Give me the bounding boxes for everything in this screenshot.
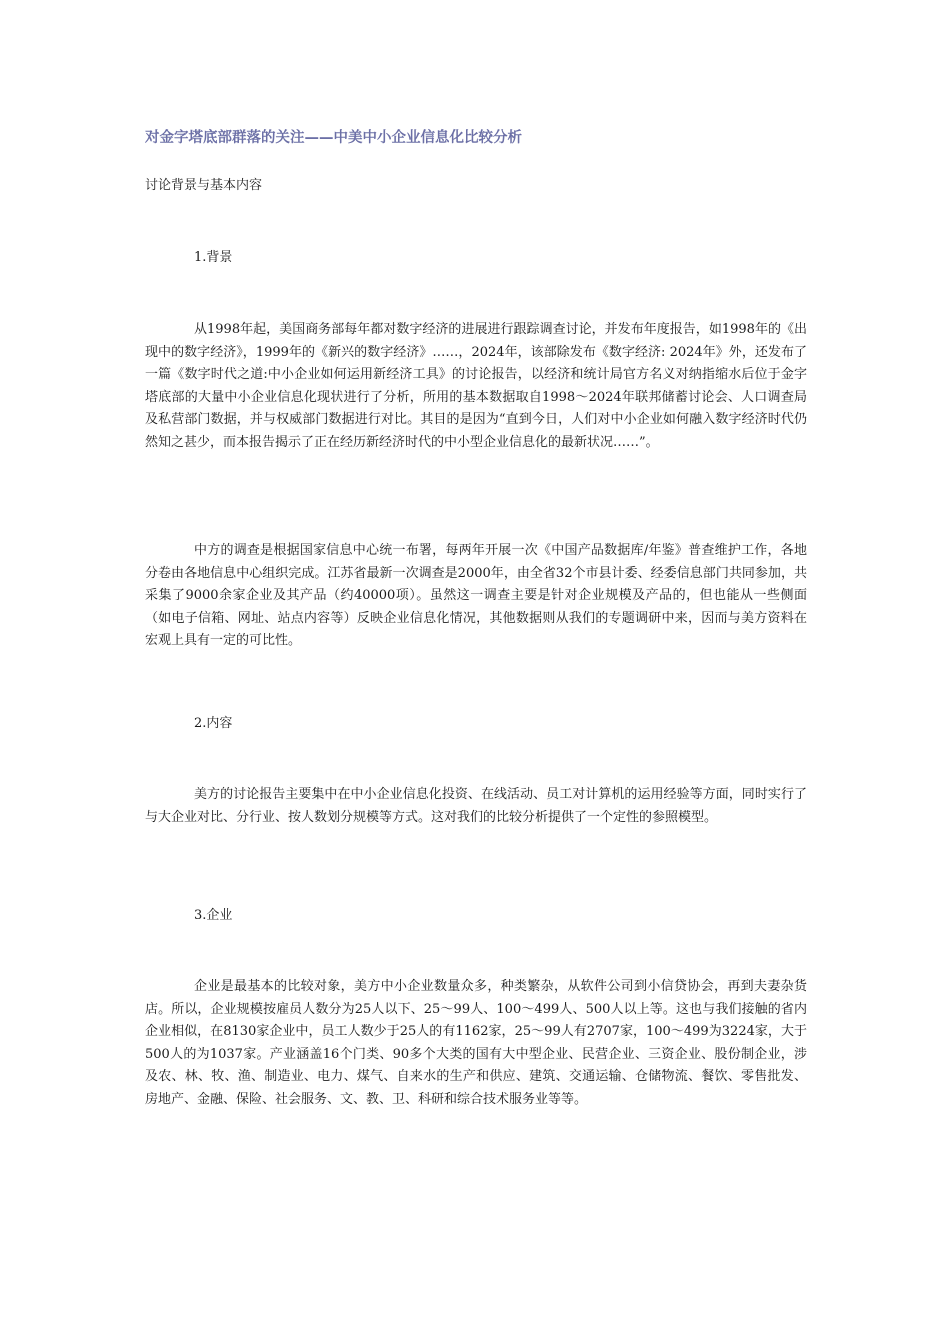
- section-heading-content: 2.内容: [194, 716, 233, 731]
- paragraph-background-2: 中方的调查是根据国家信息中心统一布署，每两年开展一次《中国产品数据库/年鉴》普查维护工作，各地分卷由各地信息中心组织完成。江苏省最新一次调查是2000年，由全省32个市县计委、经委信息部门共同参加，共采集了9000余家企业及其产品（约40000项）。虽然这一调查主要是针对企业规模及产品的，但也能从一些侧面（如电子信箱、网址、站点内容等）反映企业信息化情况，其他数据则从我们的专题调研中来，因而与美方资料在宏观上具有一定的可比性。: [145, 543, 807, 649]
- paragraph-enterprise-1: 企业是最基本的比较对象，美方中小企业数量众多，种类繁杂，从软件公司到小信贷协会，再到夫妻杂货店。所以，企业规模按雇员人数分为25人以下、25～99人、100～499人、500人以上等。这也与我们接触的省内企业相似，在8130家企业中，员工人数少于25人的有1162家，25～99人有2707家，100～499为3224家，大于500人的为1037家。产业涵盖16个门类、90多个大类的国有大中型企业、民营企业、三资企业、股份制企业，涉及农、林、牧、渔、制造业、电力、煤气、自来水的生产和供应、建筑、交通运输、仓储物流、餐饮、零售批发、房地产、金融、保险、社会服务、文、教、卫、科研和综合技术服务业等等。: [145, 979, 807, 1107]
- section-heading-background: 1.背景: [194, 250, 233, 265]
- section-heading-enterprise: 3.企业: [194, 908, 233, 923]
- document-title: 对金字塔底部群落的关注——中美中小企业信息化比较分析: [145, 130, 522, 146]
- paragraph-content-1: 美方的讨论报告主要集中在中小企业信息化投资、在线活动、员工对计算机的运用经验等方面，同时实行了与大企业对比、分行业、按人数划分规模等方式。这对我们的比较分析提供了一个定性的参照模型。: [145, 787, 807, 825]
- document-subtitle: 讨论背景与基本内容: [145, 178, 263, 193]
- paragraph-background-1: 从1998年起，美国商务部每年都对数字经济的进展进行跟踪调查讨论，并发布年度报告，如1998年的《出现中的数字经济》，1999年的《新兴的数字经济》……，2024年，该部除发布《数字经济: 2024年》外，还发布了一篇《数字时代之道:中小企业如何运用新经济工具》的讨论报告，以经济和统计局官方名义对纳指缩水后位于金字塔底部的大量中小企业信息化现状进行了分析，所用的基本数据取自1998～2024年联邦储蓄讨论会、人口调查局及私营部门数据，并与权威部门数据进行对比。其目的是因为“直到今日，人们对中小企业如何融入数字经济时代仍然知之甚少，而本报告揭示了正在经历新经济时代的中小型企业信息化的最新状况……”。: [145, 322, 807, 450]
